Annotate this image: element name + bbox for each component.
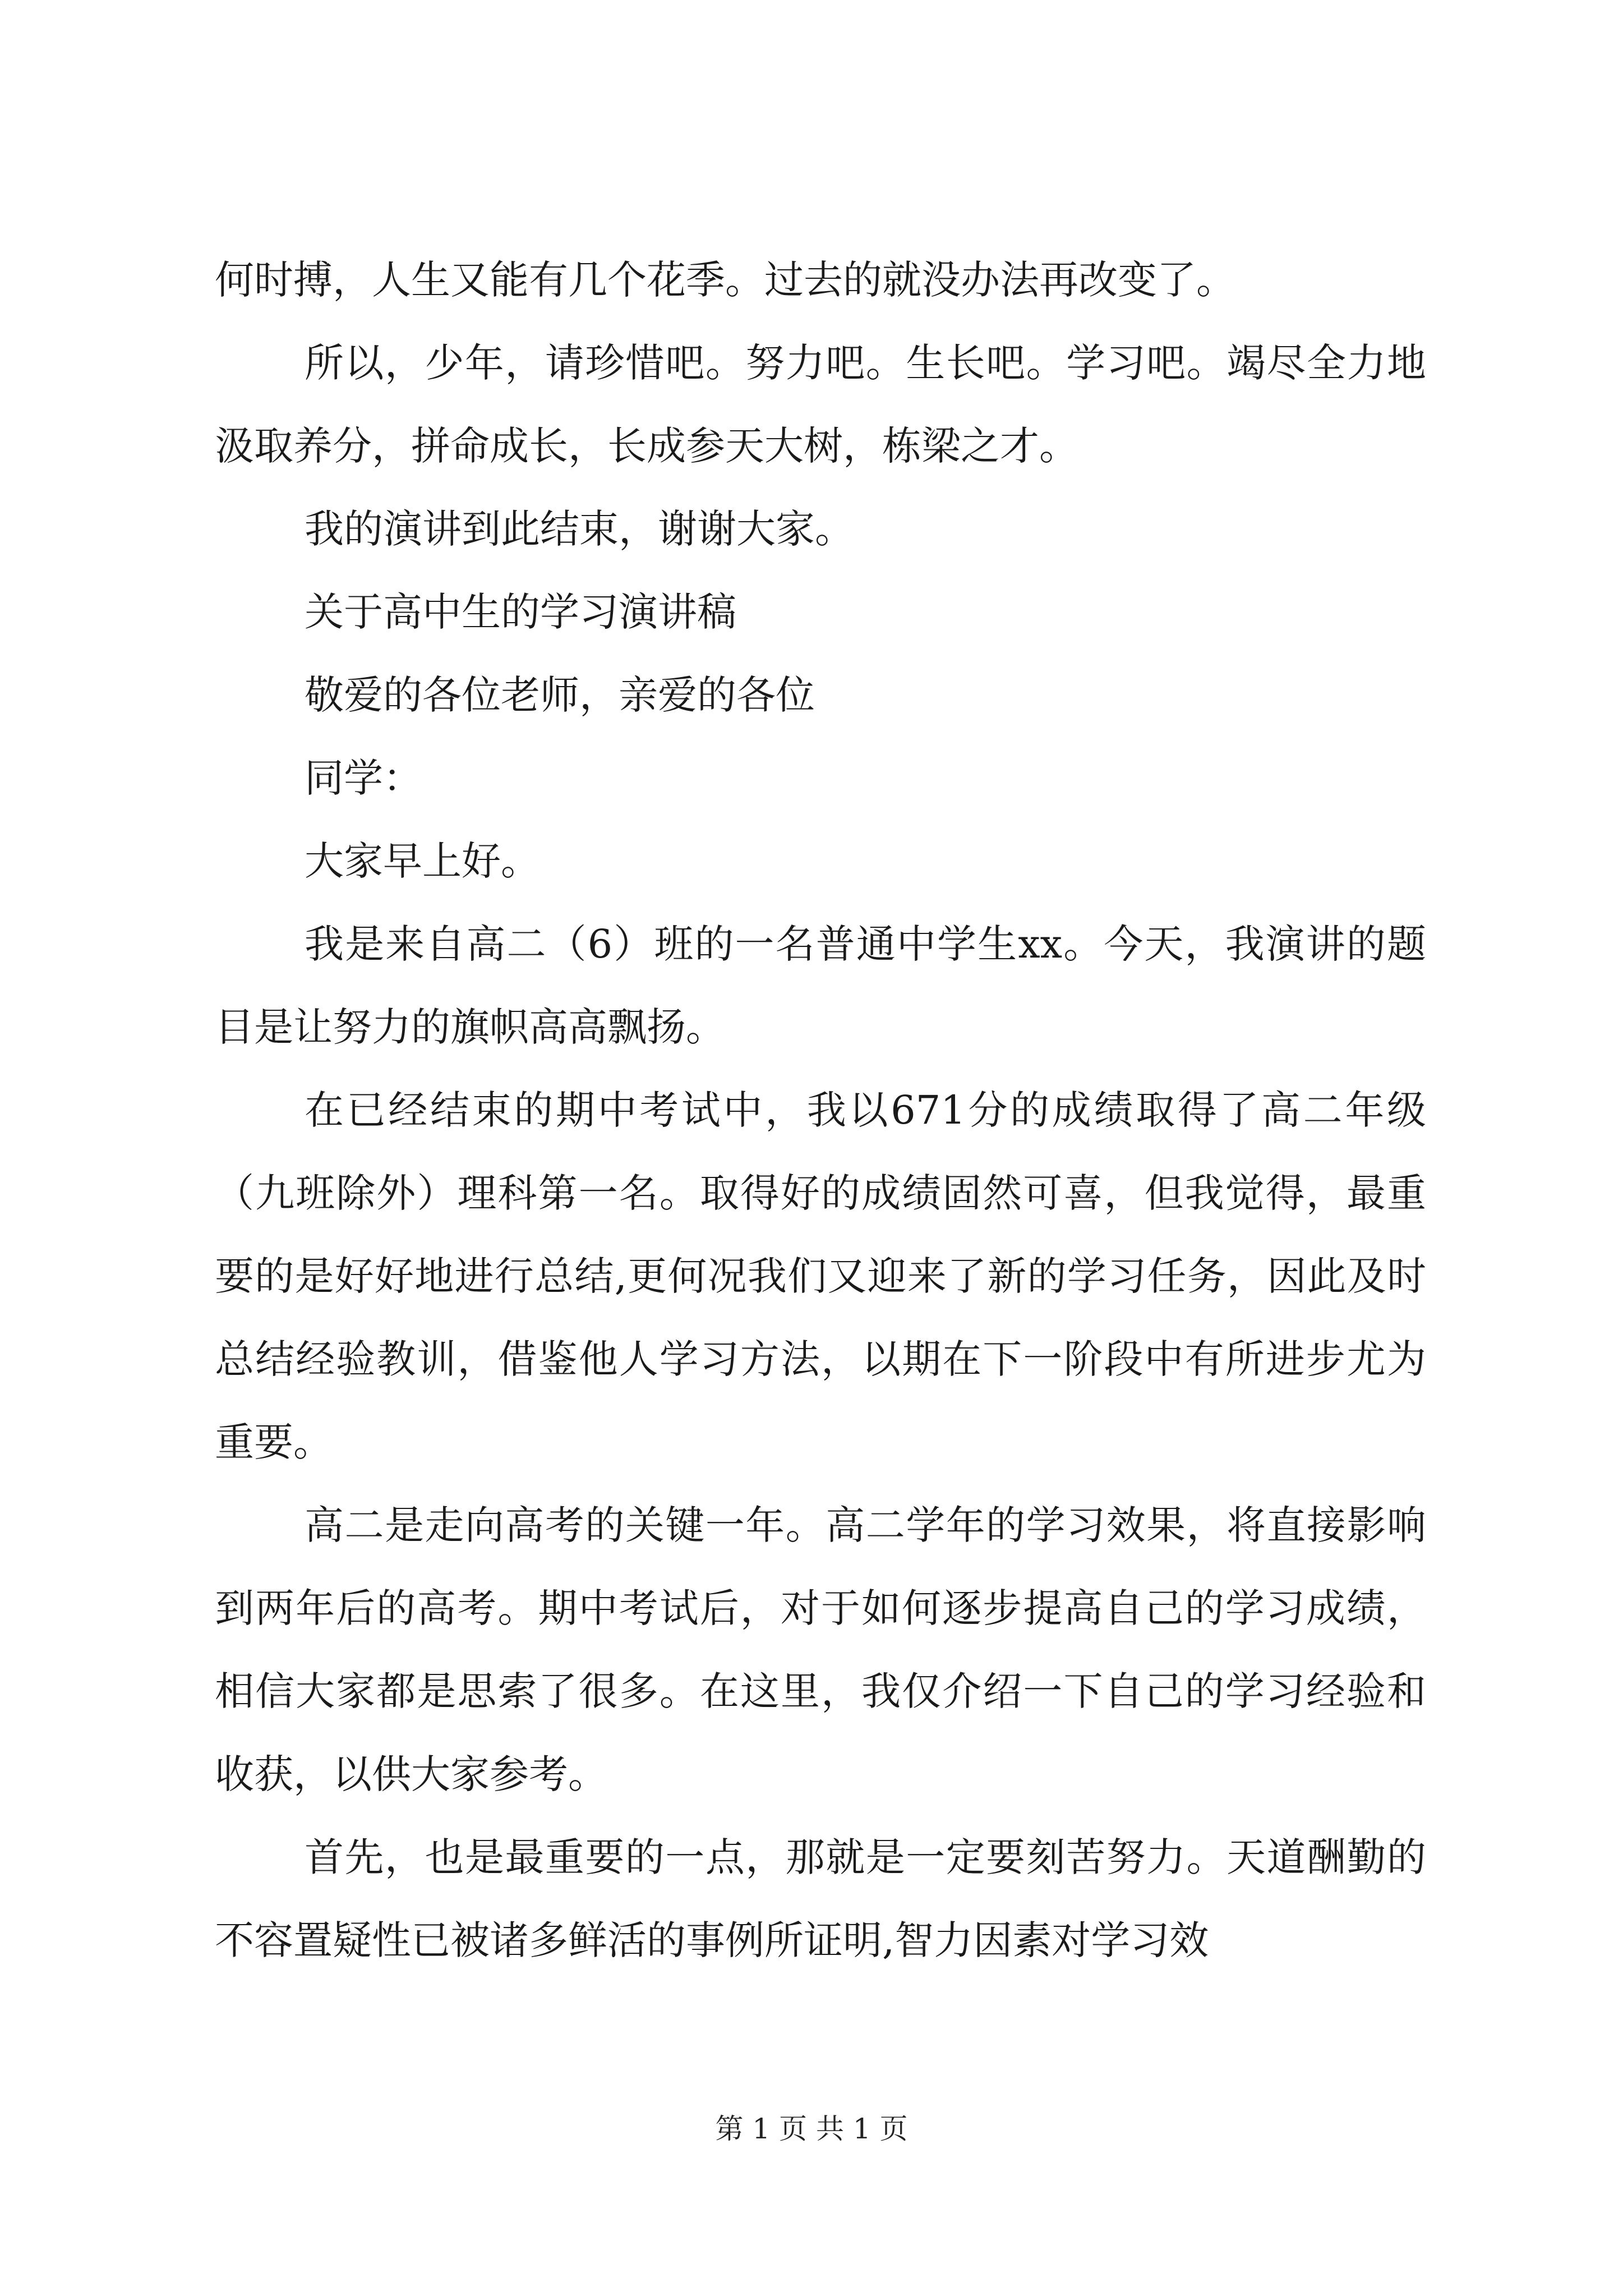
page-footer: 第 1 页 共 1 页 bbox=[715, 2113, 908, 2145]
paragraph-1: 何时搏，人生又能有几个花季。过去的就没办法再改变了。 bbox=[215, 257, 1235, 303]
salutation-line-1: 敬爱的各位老师，亲爱的各位 bbox=[305, 672, 815, 718]
salutation-line-2: 同学： bbox=[305, 755, 422, 801]
greeting: 大家早上好。 bbox=[305, 838, 540, 884]
paragraph-2: 所以，少年，请珍惜吧。努力吧。生长吧。学习吧。竭尽全力地汲取养分，拼命成长，长成参天大树，栋梁之才。 bbox=[215, 340, 1426, 469]
paragraph-introduction: 我是来自高二（6）班的一名普通中学生xx。今天，我演讲的题目是让努力的旗帜高高飘扬。 bbox=[215, 921, 1426, 1050]
paragraph-grade-two: 高二是走向高考的关键一年。高二学年的学习效果，将直接影响到两年后的高考。期中考试后，对于如何逐步提高自己的学习成绩，相信大家都是思索了很多。在这里，我仅介绍一下自己的学习经验和收获，以供大家参考。 bbox=[215, 1502, 1426, 1797]
document-body bbox=[215, 238, 1426, 1982]
paragraph-3: 我的演讲到此结束，谢谢大家。 bbox=[305, 506, 854, 552]
speech-title: 关于高中生的学习演讲稿 bbox=[305, 589, 736, 635]
paragraph-first-point: 首先，也是最重要的一点，那就是一定要刻苦努力。天道酬勤的不容置疑性已被诸多鲜活的事例所证明,智力因素对学习效 bbox=[215, 1834, 1426, 1963]
paragraph-exam-result: 在已经结束的期中考试中，我以671分的成绩取得了高二年级（九班除外）理科第一名。取得好的成绩固然可喜，但我觉得，最重要的是好好地进行总结,更何况我们又迎来了新的学习任务，因此及时总结经验教训，借鉴他人学习方法，以期在下一阶段中有所进步尤为重要。 bbox=[215, 1087, 1426, 1465]
